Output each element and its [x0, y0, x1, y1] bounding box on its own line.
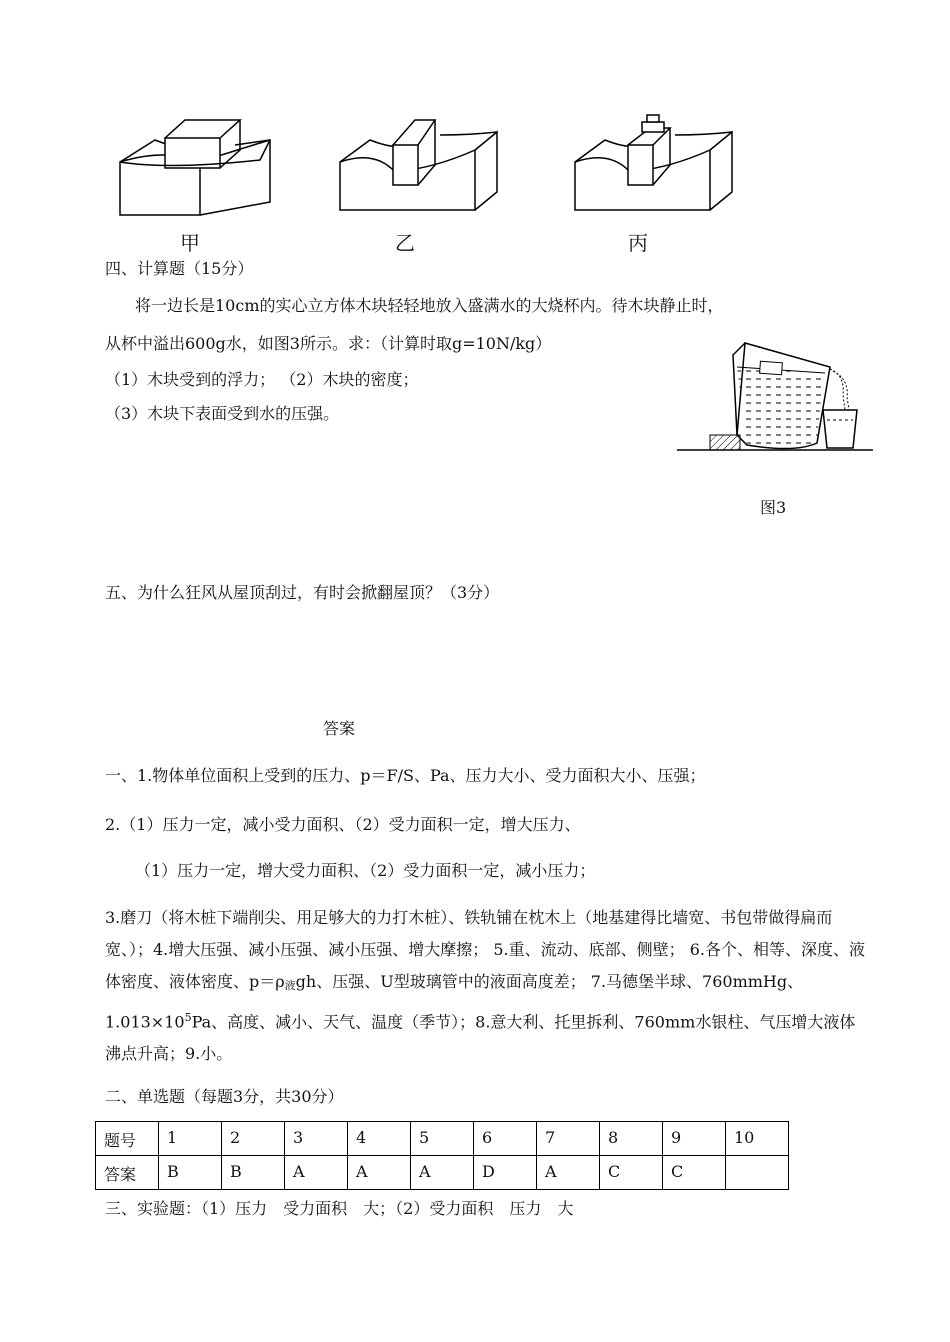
table-cell: A — [411, 1156, 474, 1190]
caption-jia: 甲 — [180, 231, 200, 255]
table-cell: 3 — [285, 1122, 348, 1156]
section5-title: 五、为什么狂风从屋顶刮过，有时会掀翻屋顶？（3分） — [105, 583, 500, 602]
answer-3-part3: Pa、高度、减小、天气、温度（季节）；8.意大利、托里拆利、760mm水银柱、气压增大液体沸点升高；9.小。 — [105, 1012, 856, 1064]
table-cell: 7 — [537, 1122, 600, 1156]
answer-3-paragraph — [105, 902, 865, 1070]
answer-table — [95, 1121, 789, 1190]
table-row — [96, 1122, 789, 1156]
answer-2a: 2.（1）压力一定，减小受力面积、（2）受力面积一定，增大压力、 — [105, 815, 581, 834]
table-cell: C — [600, 1156, 663, 1190]
sponge-yi — [340, 120, 497, 210]
table-cell: C — [663, 1156, 726, 1190]
answer-2b: （1）压力一定，增大受力面积、（2）受力面积一定，减小压力； — [135, 861, 596, 880]
section4-problem-line1: 将一边长是10cm的实心立方体木块轻轻地放入盛满水的大烧杯内。待木块静止时， — [135, 296, 724, 315]
table-cell: 4 — [348, 1122, 411, 1156]
table-cell — [726, 1156, 789, 1190]
table-cell: 5 — [411, 1122, 474, 1156]
table-cell: A — [285, 1156, 348, 1190]
answer-3-part1: 3.磨刀（将木桩下端削尖、用足够大的力打木桩）、铁轨铺在枕木上（地基建得比墙宽、书包带做得扁而宽、）；4.增大压强、减小压强、减小压强、增大摩擦； 5.重、流动、底部、侧壁； 6.各个、相等、深度、液体密度、液体密度、p＝ρ — [105, 908, 865, 991]
table-cell: B — [159, 1156, 222, 1190]
table-cell: 10 — [726, 1122, 789, 1156]
sponge-jia — [120, 120, 270, 215]
table-cell: B — [222, 1156, 285, 1190]
exponent-superscript: 5 — [184, 1011, 192, 1024]
table-cell: 1 — [159, 1122, 222, 1156]
answers-section3: 三、实验题：（1）压力 受力面积 大；（2）受力面积 压力 大 — [105, 1199, 574, 1218]
table-cell: 8 — [600, 1122, 663, 1156]
answers-title: 答案 — [323, 719, 356, 738]
figure-3-caption: 图3 — [760, 498, 787, 517]
table-row — [96, 1156, 789, 1190]
liquid-subscript: 液 — [284, 979, 296, 992]
table-answer-label: 答案 — [96, 1156, 159, 1190]
answer-3-part2: gh、压强、U型玻璃管中的液面高度差； 7.马德堡半球、760mmHg、1.013×10 — [105, 972, 804, 1032]
section4-title: 四、计算题（15分） — [105, 259, 254, 278]
table-cell: D — [474, 1156, 537, 1190]
table-cell: A — [537, 1156, 600, 1190]
answers-section2-title: 二、单选题（每题3分，共30分） — [105, 1087, 344, 1106]
section4-questions-1-2: （1）木块受到的浮力； （2）木块的密度； — [105, 370, 419, 389]
section4-problem-line2: 从杯中溢出600g水，如图3所示。求：（计算时取g=10N/kg） — [105, 334, 552, 353]
table-cell: A — [348, 1156, 411, 1190]
sponge-figures — [110, 110, 740, 245]
caption-yi: 乙 — [395, 231, 415, 255]
answer-1: 一、1.物体单位面积上受到的压力、p＝F/S、Pa、压力大小、受力面积大小、压强； — [105, 766, 706, 785]
section4-question-3: （3）木块下表面受到水的压强。 — [105, 404, 340, 423]
figure-3-beaker — [675, 335, 875, 455]
caption-bing: 丙 — [628, 231, 648, 255]
table-cell: 2 — [222, 1122, 285, 1156]
table-cell: 6 — [474, 1122, 537, 1156]
table-header-label: 题号 — [96, 1122, 159, 1156]
sponge-bing — [575, 115, 732, 210]
table-cell: 9 — [663, 1122, 726, 1156]
